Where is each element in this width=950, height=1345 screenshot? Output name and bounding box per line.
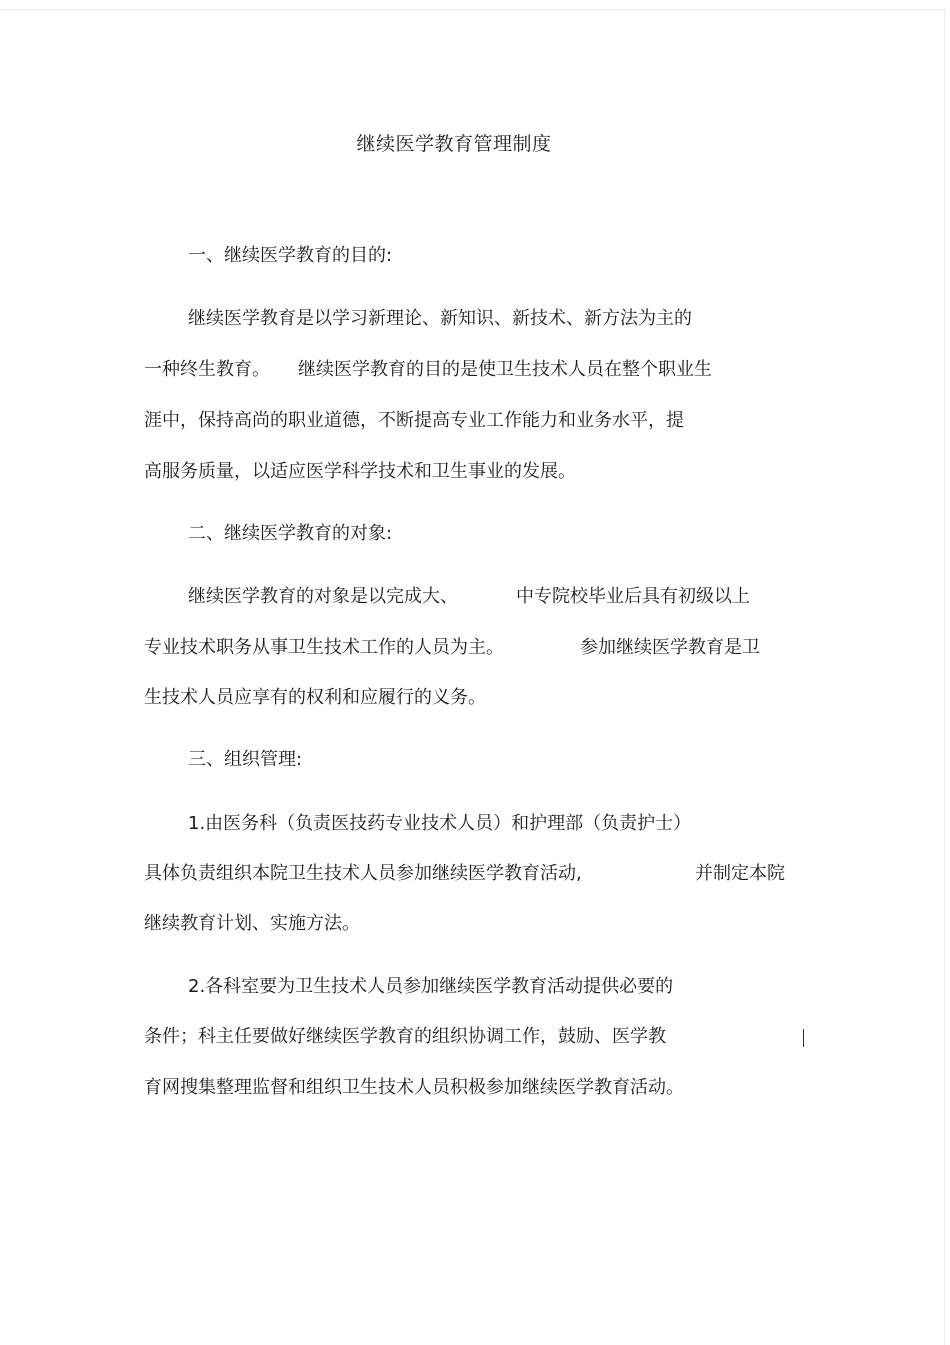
document-title: 继续医学教育管理制度 [356, 133, 552, 155]
section-heading-management: 三、组织管理: [188, 749, 303, 770]
page-right-edge [944, 9, 945, 1345]
paragraph-line: 继续医学教育的目的是使卫生技术人员在整个职业生 [298, 359, 712, 380]
list-item-line: 1.由医务科（负责医技药专业技术人员）和护理部（负责护士） [188, 813, 692, 834]
paragraph-line: 继续医学教育的对象是以完成大、 [188, 586, 458, 607]
list-item-line: 条件；科主任要做好继续医学教育的组织协调工作，鼓励、医学教 [144, 1026, 666, 1047]
section-heading-target: 二、继续医学教育的对象: [188, 523, 393, 544]
paragraph-line: 专业技术职务从事卫生技术工作的人员为主。 [144, 637, 504, 658]
paragraph-line: 生技术人员应享有的权利和应履行的义务。 [144, 687, 486, 708]
list-item-line: 继续教育计划、实施方法。 [144, 913, 360, 934]
page-top-edge [0, 9, 944, 10]
list-item-line: 2.各科室要为卫生技术人员参加继续医学教育活动提供必要的 [188, 976, 674, 997]
list-item-line: 并制定本院 [695, 863, 785, 884]
paragraph-line: 一种终生教育。 [144, 359, 270, 380]
paragraph-line: 高服务质量，以适应医学科学技术和卫生事业的发展。 [144, 461, 576, 482]
paragraph-line: 涯中，保持高尚的职业道德，不断提高专业工作能力和业务水平，提 [144, 410, 684, 431]
list-item-line: 具体负责组织本院卫生技术人员参加继续医学教育活动, [144, 863, 582, 884]
paragraph-line: 参加继续医学教育是卫 [580, 637, 760, 658]
paragraph-line: 继续医学教育是以学习新理论、新知识、新技术、新方法为主的 [188, 308, 692, 329]
list-item-line: 育网搜集整理监督和组织卫生技术人员积极参加继续医学教育活动。 [144, 1077, 684, 1098]
paragraph-line: 中专院校毕业后具有初级以上 [516, 586, 750, 607]
section-heading-purpose: 一、继续医学教育的目的: [188, 245, 393, 266]
text-cursor-mark [803, 1029, 804, 1047]
